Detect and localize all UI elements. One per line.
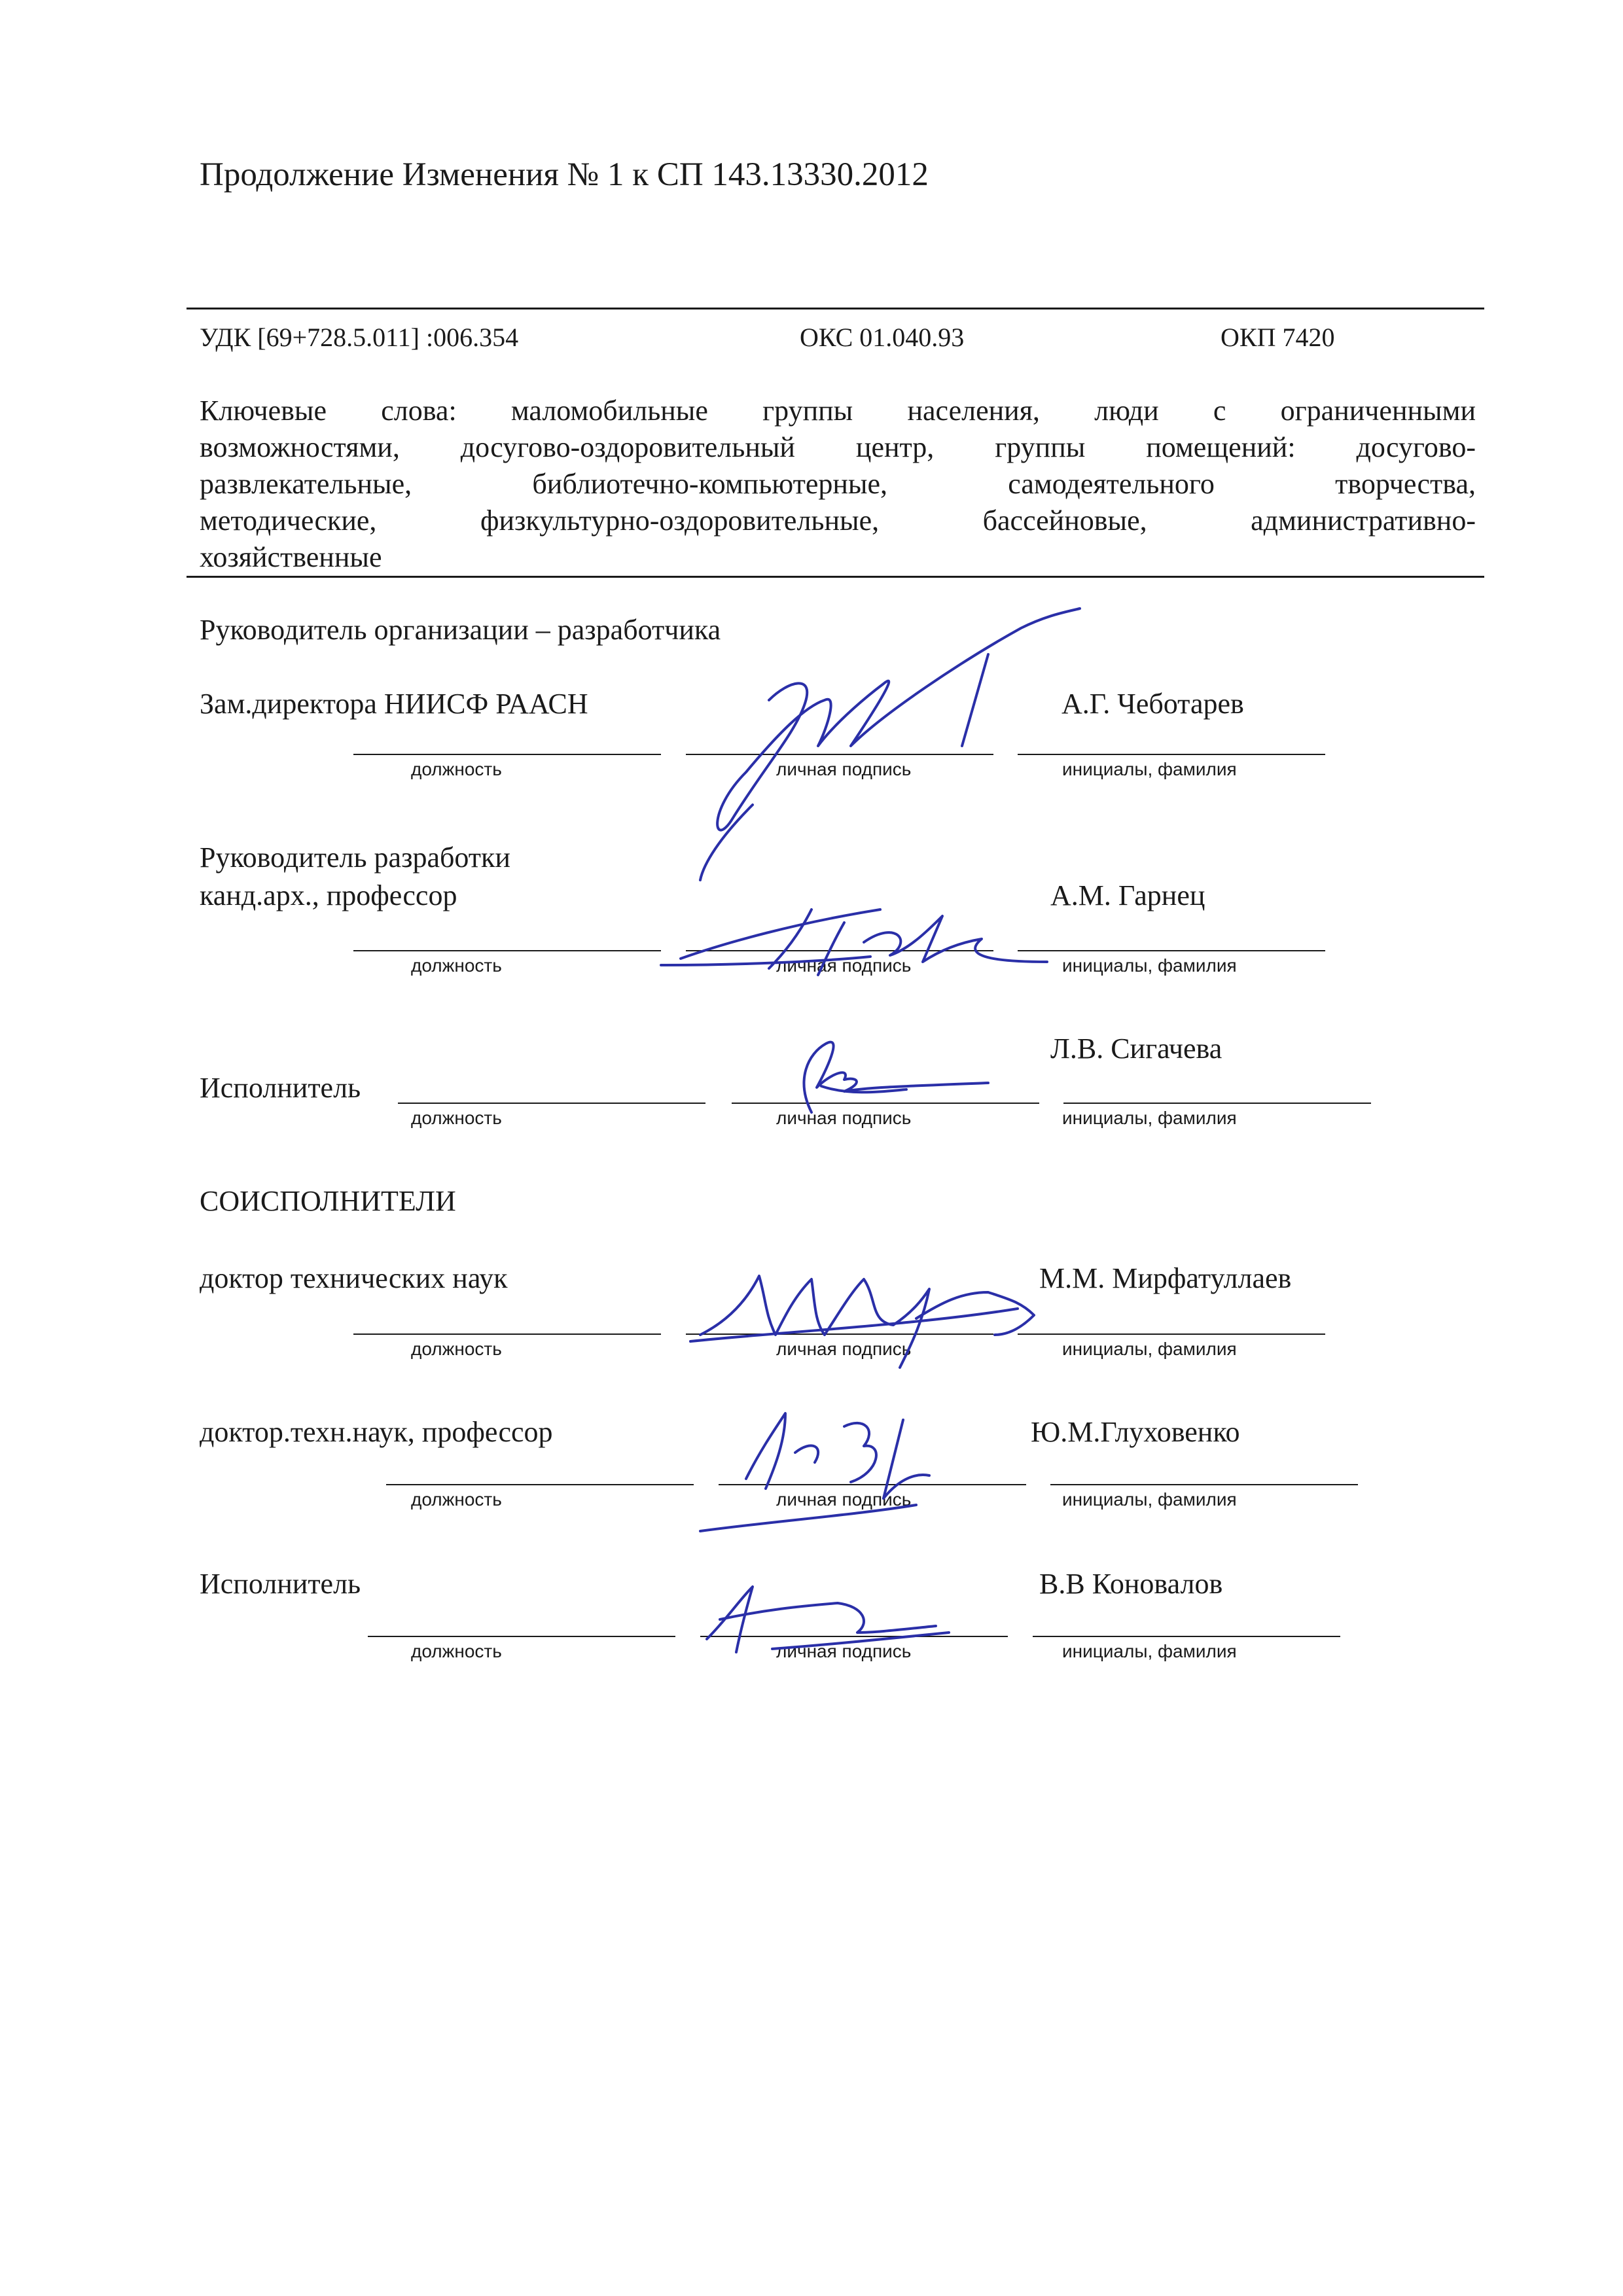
signature-line	[732, 1103, 1039, 1104]
signature-line	[686, 754, 993, 755]
name-line	[1018, 754, 1325, 755]
position-line	[353, 754, 661, 755]
performer1-name: Л.В. Сигачева	[1050, 1033, 1222, 1065]
signature-caption: личная подпись	[776, 1489, 912, 1510]
document-title: Продолжение Изменения № 1 к СП 143.13330.2012	[200, 156, 929, 193]
signature-caption: личная подпись	[776, 1641, 912, 1661]
top-rule	[187, 308, 1484, 309]
coperformer1-name: М.М. Мирфатуллаев	[1039, 1262, 1292, 1294]
performer2-name: В.В Коновалов	[1039, 1568, 1223, 1600]
position-caption: должность	[411, 1108, 502, 1128]
oks-code: ОКС 01.040.93	[800, 323, 965, 352]
signature-caption: личная подпись	[776, 1339, 912, 1359]
keywords-block	[200, 393, 1476, 576]
signature-sigacheva	[804, 1042, 988, 1112]
position-line	[353, 1333, 661, 1335]
position-caption: должность	[411, 955, 502, 976]
name-caption: инициалы, фамилия	[1062, 1339, 1237, 1359]
coperformers-heading: СОИСПОЛНИТЕЛИ	[200, 1185, 456, 1217]
keywords-line: Ключевые слова: маломобильные группы населения, люди с ограниченными	[200, 395, 1476, 427]
position-caption: должность	[411, 1339, 502, 1359]
coperformer1-position: доктор технических наук	[200, 1262, 508, 1294]
signature-line	[719, 1484, 1026, 1485]
name-caption: инициалы, фамилия	[1062, 1489, 1237, 1510]
name-caption: инициалы, фамилия	[1062, 1108, 1237, 1128]
name-caption: инициалы, фамилия	[1062, 1641, 1237, 1661]
position-caption: должность	[411, 1489, 502, 1510]
head-label: Руководитель организации – разработчика	[200, 614, 721, 646]
bottom-rule	[187, 576, 1484, 578]
performer2-label: Исполнитель	[200, 1568, 361, 1600]
coperformer2-name: Ю.М.Глуховенко	[1031, 1416, 1240, 1448]
position-line	[398, 1103, 705, 1104]
position-caption: должность	[411, 759, 502, 779]
signature-cheborarev	[700, 609, 1080, 880]
lead-position: канд.арх., профессор	[200, 879, 457, 911]
name-caption: инициалы, фамилия	[1062, 759, 1237, 779]
name-line	[1033, 1636, 1340, 1637]
lead-name: А.М. Гарнец	[1050, 879, 1205, 911]
keywords-line: развлекательные, библиотечно-компьютерные, самодеятельного творчества,	[200, 468, 1476, 500]
signature-glukhovenko	[700, 1413, 929, 1531]
signature-caption: личная подпись	[776, 955, 912, 976]
coperformer2-position: доктор.техн.наук, профессор	[200, 1416, 553, 1448]
performer1-label: Исполнитель	[200, 1072, 361, 1104]
name-line	[1018, 1333, 1325, 1335]
name-line	[1063, 1103, 1371, 1104]
signature-caption: личная подпись	[776, 759, 912, 779]
udk-code: УДК [69+728.5.011] :006.354	[200, 323, 519, 352]
lead-label: Руководитель разработки	[200, 841, 510, 874]
name-caption: инициалы, фамилия	[1062, 955, 1237, 976]
head-name: А.Г. Чеботарев	[1061, 688, 1244, 720]
signature-line	[700, 1636, 1008, 1637]
position-caption: должность	[411, 1641, 502, 1661]
position-line	[353, 950, 661, 951]
signature-caption: личная подпись	[776, 1108, 912, 1128]
position-line	[386, 1484, 694, 1485]
keywords-line: хозяйственные	[200, 541, 382, 573]
keywords-line: методические, физкультурно-оздоровительные, бассейновые, административно-	[200, 504, 1476, 537]
keywords-line: возможностями, досугово-оздоровительный центр, группы помещений: досугово-	[200, 431, 1476, 463]
position-line	[368, 1636, 675, 1637]
signature-line	[686, 1333, 993, 1335]
head-position: Зам.директора НИИСФ РААСН	[200, 688, 588, 720]
name-line	[1050, 1484, 1358, 1485]
okp-code: ОКП 7420	[1221, 323, 1335, 352]
name-line	[1018, 950, 1325, 951]
signature-line	[686, 950, 993, 951]
